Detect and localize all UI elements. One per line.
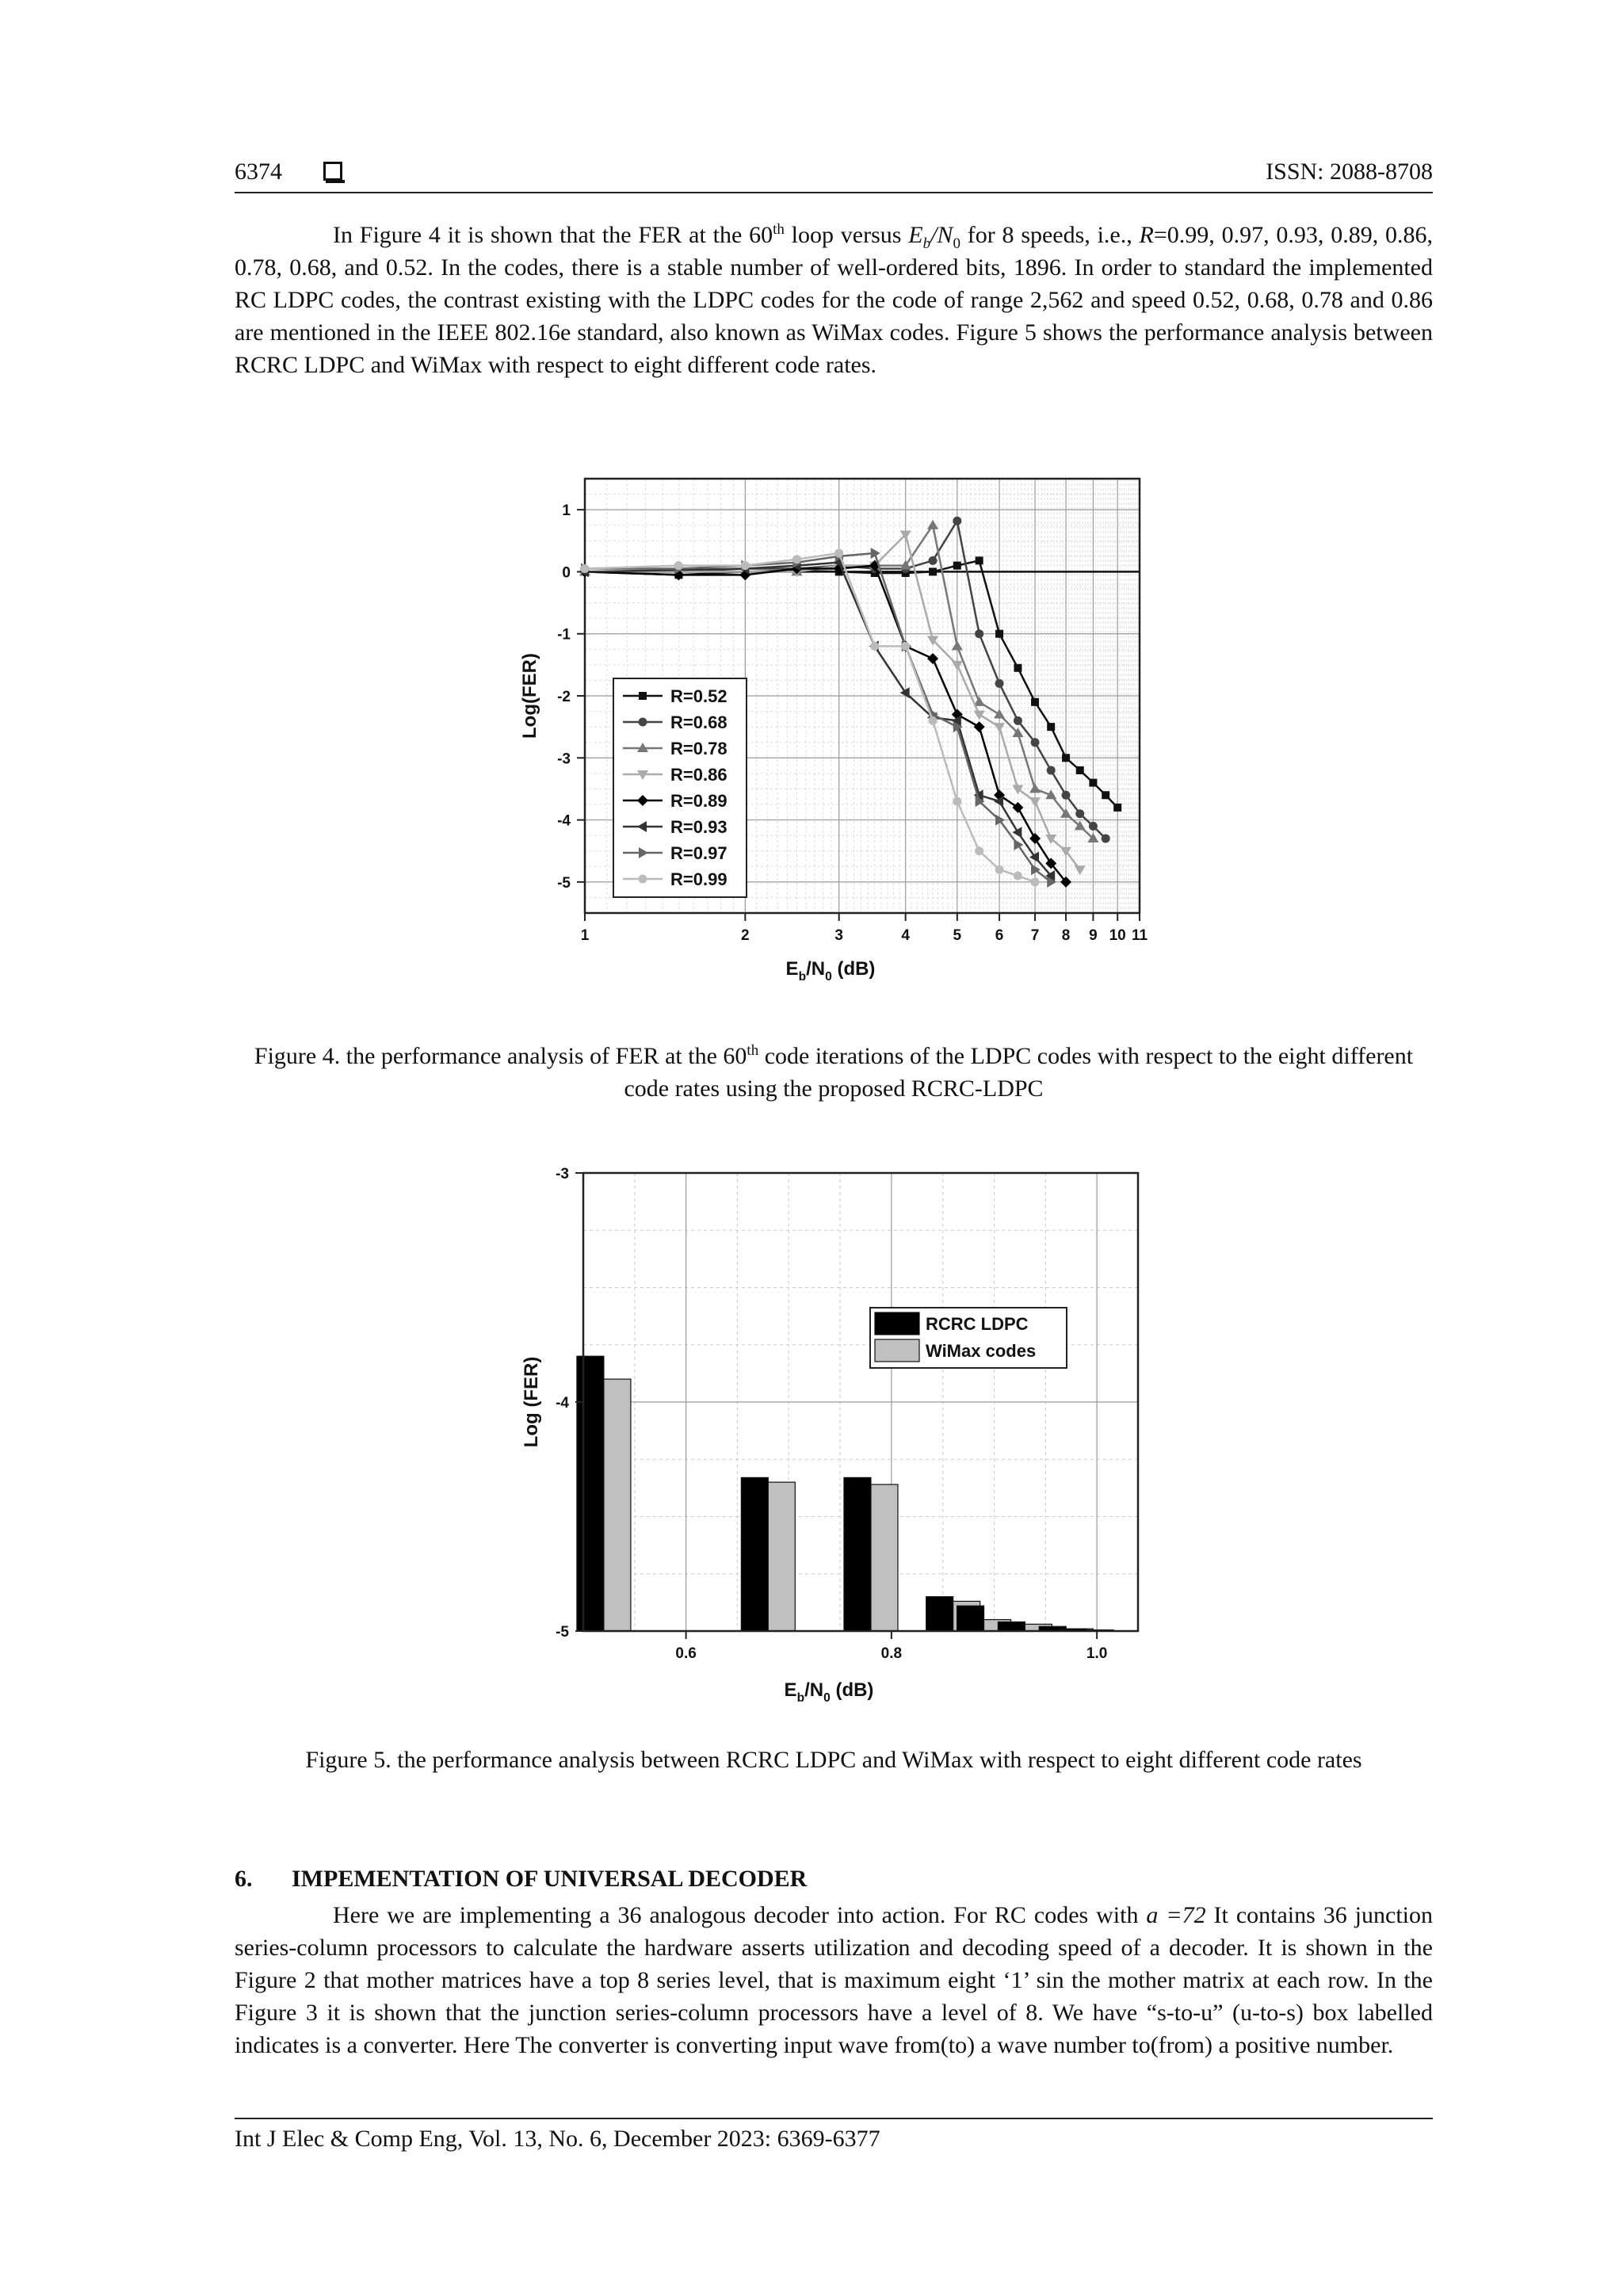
data-point [870, 642, 879, 651]
y-tick-label: -3 [556, 1166, 569, 1182]
bar-WiMax codes [768, 1482, 795, 1631]
bar-RCRC LDPC [577, 1356, 604, 1631]
x-axis-label: $E_b/N_0$ (dB) [785, 958, 876, 984]
x-tick-label: 11 [1131, 927, 1148, 944]
legend-label: R=0.86 [670, 765, 727, 785]
data-point [1029, 783, 1041, 793]
square-bullet-icon [323, 162, 342, 181]
x-tick-label: 1.0 [1086, 1645, 1108, 1662]
x-tick-label: 1 [580, 927, 590, 944]
data-point [1062, 754, 1070, 762]
data-point [901, 642, 910, 651]
data-point [976, 556, 983, 564]
x-tick-label: 2 [741, 927, 750, 944]
legend-swatch [875, 1312, 919, 1335]
data-point [1031, 738, 1040, 747]
bar-RCRC LDPC [998, 1622, 1025, 1631]
data-point [1102, 791, 1109, 799]
figure-4-caption: Figure 4. the performance analysis of FER at the 60th code iterations of the LDPC codes with respect to the eight different code rates using the proposed RCRC-LDPC [254, 1042, 1414, 1102]
data-point [792, 555, 801, 563]
data-point [1029, 852, 1039, 863]
bar-WiMax codes [871, 1484, 898, 1631]
bar-RCRC LDPC [957, 1606, 984, 1631]
data-point [1113, 804, 1121, 812]
page-header [235, 155, 1433, 193]
y-tick-label: 0 [562, 564, 571, 582]
bar-WiMax codes [604, 1379, 631, 1631]
legend-label: R=0.68 [670, 712, 727, 732]
data-point [927, 520, 938, 529]
x-tick-label: 5 [953, 927, 962, 944]
y-tick-label: -1 [557, 626, 571, 644]
data-point [929, 716, 938, 725]
figure-4-chart [507, 468, 1157, 1007]
section-6-paragraph: Here we are implementing a 36 analogous decoder into action. For RC codes with a =72 It contains 36 junction series-column processors to calculate the hardware asserts utilization and decoding speed of a decoder. It is shown in the Figure 2 that mother matrices have a top 8 series level, that is maximum eight ‘1’ sin the mother matrix at each row. In the Figure 3 it is shown that the junction series-column processors have a level of 8. We have “s-to-u” (u-to-s) box labelled indicates is a converter. Here The converter is converting input wave from(to) a wave number to(from) a positive number. [235, 1902, 1433, 2058]
x-tick-label: 10 [1109, 927, 1126, 944]
legend-label: RCRC LDPC [926, 1314, 1029, 1334]
page-number: 6374 [235, 159, 282, 185]
figure-5-caption: Figure 5. the performance analysis between RCRC LDPC and WiMax with respect to eight different code rates [305, 1747, 1362, 1773]
data-point [674, 561, 683, 570]
data-point [1029, 833, 1041, 844]
legend-box [613, 678, 747, 897]
y-tick-label: -2 [557, 689, 571, 705]
x-tick-label: 4 [901, 927, 910, 944]
x-tick-label: 0.8 [880, 1645, 903, 1662]
legend-label: WiMax codes [926, 1341, 1037, 1361]
legend-label: R=0.89 [670, 791, 727, 811]
legend-label: R=0.52 [670, 686, 727, 706]
data-point [995, 865, 1004, 874]
data-point [639, 875, 647, 884]
y-tick-label: -5 [557, 874, 571, 892]
intro-paragraph: In Figure 4 it is shown that the FER at the 60th loop versus $E_b/N_0$ for 8 speeds, i.e., R=0.99, 0.97, 0.93, 0.89, 0.86, 0.78, 0.68, and 0.52. In the codes, there is a stable number of well-ordered bits, 1896. In order to standard the implemented RC LDPC codes, the contrast existing with the LDPC codes for the code of range 2,562 and speed 0.52, 0.68, 0.78 and 0.86 are mentioned in the IEEE 802.16e standard, also known as WiMax codes. Figure 5 shows the performance analysis between RCRC LDPC and WiMax with respect to eight different code rates. [235, 221, 1433, 378]
bar-RCRC LDPC [741, 1477, 768, 1631]
data-point [1014, 716, 1022, 725]
data-point [639, 718, 647, 727]
y-tick-label: -4 [557, 812, 571, 830]
data-point [1102, 835, 1110, 843]
x-tick-label: 8 [1061, 927, 1071, 944]
data-point [741, 561, 750, 570]
data-point [952, 640, 963, 650]
y-axis-label: Log (FER) [521, 1356, 542, 1448]
data-point [1047, 766, 1056, 774]
data-point [975, 846, 983, 855]
data-point [952, 661, 963, 670]
x-tick-label: 9 [1089, 927, 1098, 944]
data-point [1089, 779, 1097, 787]
data-point [1075, 865, 1086, 875]
data-point [975, 629, 983, 638]
data-point [953, 797, 961, 806]
data-point [1031, 698, 1039, 706]
y-axis-label: Log(FER) [519, 653, 540, 739]
data-point [953, 517, 961, 525]
data-point [1075, 809, 1084, 818]
data-point [581, 564, 590, 573]
y-tick-label: -4 [556, 1395, 569, 1412]
y-tick-label: -5 [556, 1624, 569, 1641]
legend-label: R=0.78 [670, 739, 727, 758]
legend-swatch [875, 1339, 919, 1362]
data-point [1029, 797, 1041, 807]
data-point [900, 687, 910, 698]
data-point [953, 562, 961, 570]
section-heading: 6. IMPEMENTATION OF UNIVERSAL DECODER [235, 1866, 808, 1892]
data-point [929, 556, 938, 565]
data-point [834, 548, 843, 557]
page-footer: Int J Elec & Comp Eng, Vol. 13, No. 6, December 2023: 6369-6377 [235, 2118, 1433, 2153]
bar-RCRC LDPC [844, 1477, 871, 1631]
bar-RCRC LDPC [926, 1597, 953, 1631]
data-point [1014, 872, 1022, 881]
x-tick-label: 0.6 [675, 1645, 697, 1662]
y-tick-label: 1 [562, 502, 571, 520]
figure-5-chart [507, 1157, 1157, 1712]
data-point [1012, 827, 1022, 838]
x-tick-label: 3 [834, 927, 843, 944]
y-tick-label: -3 [557, 751, 571, 768]
data-point [1047, 723, 1055, 731]
data-point [1031, 877, 1040, 886]
legend-label: R=0.93 [670, 817, 727, 837]
data-point [927, 653, 938, 664]
data-point [1014, 664, 1022, 672]
x-tick-label: 6 [995, 927, 1004, 944]
data-point [1089, 822, 1098, 831]
x-tick-label: 7 [1030, 927, 1040, 944]
data-point [995, 679, 1004, 688]
data-point [1062, 791, 1071, 800]
x-axis-label: $E_b/N_0$ (dB) [784, 1679, 874, 1706]
data-point [995, 630, 1003, 638]
legend-label: R=0.99 [670, 869, 727, 889]
data-point [639, 692, 647, 700]
issn: ISSN: 2088-8708 [1266, 159, 1433, 185]
data-point [929, 567, 937, 575]
data-point [1014, 839, 1023, 850]
data-point [1076, 766, 1084, 774]
legend-label: R=0.97 [670, 843, 727, 863]
